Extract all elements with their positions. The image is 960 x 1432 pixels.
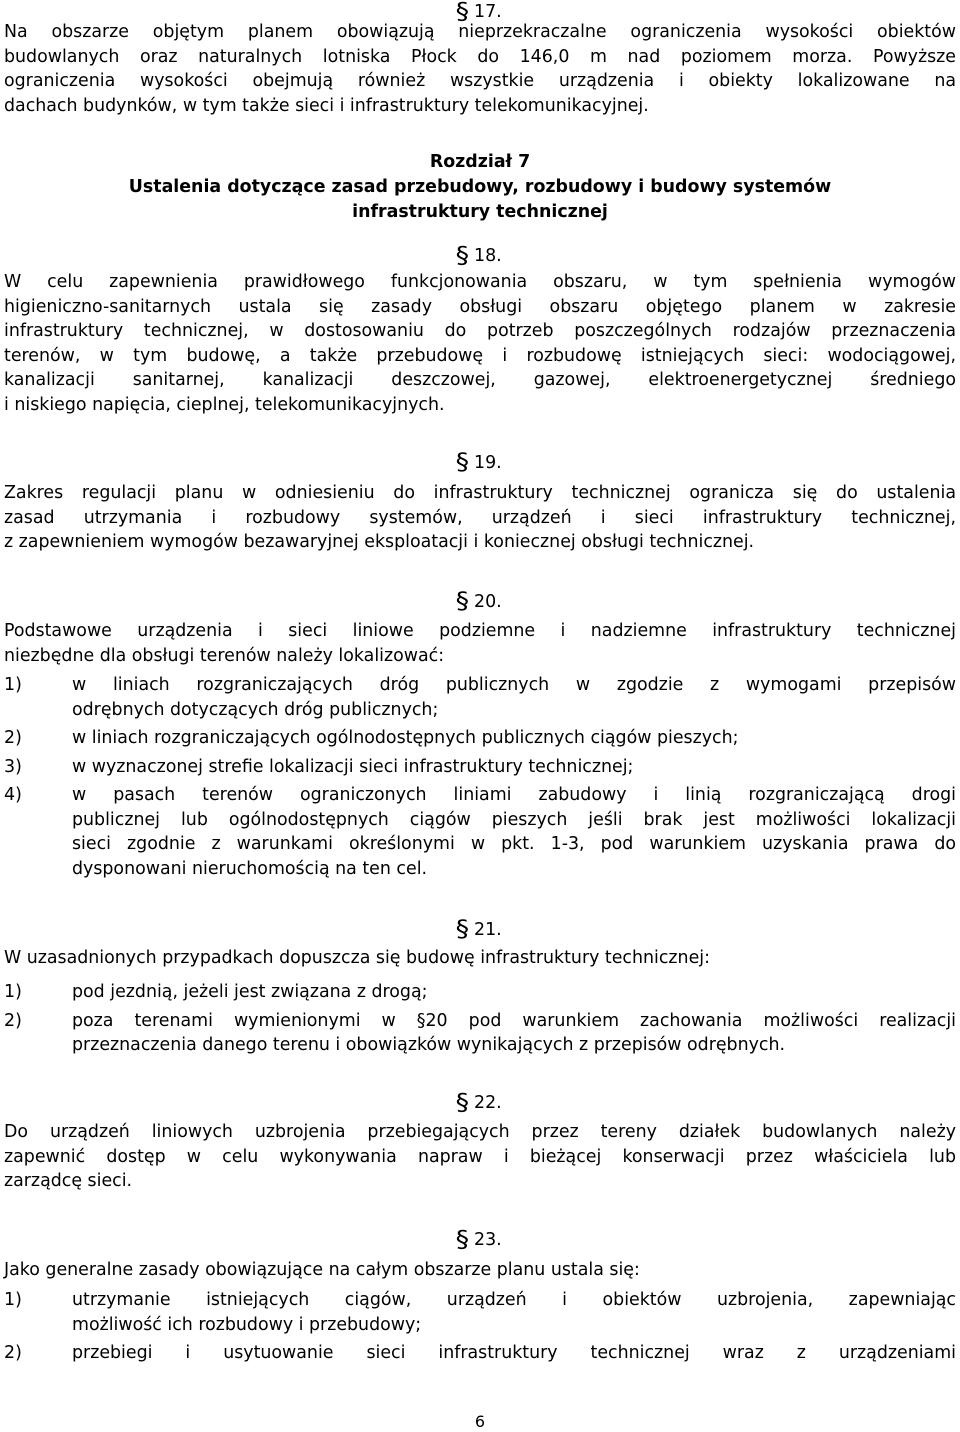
text-line: ograniczenia wysokości obejmują również wszystkie urządzenia i obiekty lokalizowane na [4,71,956,91]
section-18-heading [4,244,956,268]
section-number: 19. [474,453,502,473]
section-symbol: § [455,242,470,270]
text-line: Zakres regulacji planu w odniesieniu do infrastruktury technicznej ogranicza się do ustalenia [4,483,956,503]
section-17-text [4,20,956,118]
text-line: i niskiego napięcia, cieplnej, telekomunikacyjnych. [4,394,445,415]
text-line: infrastruktury technicznej, w dostosowaniu do potrzeb poszczególnych rodzajów przeznaczenia [4,321,956,341]
list-item-number: 4) [4,785,22,805]
text-line: z zapewnieniem wymogów bezawaryjnej eksploatacji i koniecznej obsługi technicznej. [4,532,755,552]
text-line: w liniach rozgraniczających ogólnodostępnych publicznych ciągów pieszych; [72,728,739,748]
text-line: poza terenami wymienionymi w §20 pod warunkiem zachowania możliwości realizacji [72,1010,956,1031]
page-number: 6 [474,1412,486,1431]
text-line: odrębnych dotyczących dróg publicznych; [72,699,439,720]
chapter-subtitle: Ustalenia dotyczące zasad przebudowy, rozbudowy i budowy systemów [128,177,832,197]
section-symbol: § [455,0,470,26]
text-line: budowlanych oraz naturalnych lotniska Płock do 146,0 m nad poziomem morza. Powyższe [4,46,956,67]
section-21-heading [4,918,956,942]
section-symbol: § [455,1089,470,1117]
chapter-heading [4,150,956,225]
text-line: zarządcę sieci. [4,1171,133,1191]
section-number: 20. [474,592,502,612]
text-line: zasad utrzymania i rozbudowy systemów, urządzeń i sieci infrastruktury technicznej, [4,507,956,528]
list-item-number: 2) [4,1010,22,1031]
text-line: Na obszarze objętym planem obowiązują nieprzekraczalne ograniczenia wysokości obiektów [4,22,956,42]
list-item-number: 1) [4,675,22,695]
text-line: dysponowani nieruchomością na ten cel. [72,858,428,879]
text-line: Do urządzeń liniowych uzbrojenia przebiegających przez tereny działek budowlanych należy [4,1122,956,1142]
section-20-intro [4,619,956,668]
text-line: sieci zgodnie z warunkami określonymi w pkt. 1-3, pod warunkiem uzyskania prawa do [72,834,956,854]
section-20-list [4,673,956,881]
section-20-heading [4,590,956,614]
text-line: przeznaczenia danego terenu i obowiązków wynikających z przepisów odrębnych. [72,1035,786,1055]
text-line: pod jezdnią, jeżeli jest związana z drogą; [72,982,428,1002]
list-item [4,673,956,722]
list-item [4,1288,956,1337]
section-18-text [4,270,956,417]
text-line: publicznej lub ogólnodostępnych ciągów pieszych jeśli brak jest możliwości lokalizacji [72,809,956,830]
section-symbol: § [455,588,470,616]
text-line: W uzasadnionych przypadkach dopuszcza się budowę infrastruktury technicznej: [4,948,710,968]
section-22-heading [4,1091,956,1115]
section-symbol: § [455,449,470,477]
text-line: zapewnić dostęp w celu wykonywania napraw i bieżącej konserwacji przez właściciela lub [4,1146,956,1167]
chapter-subtitle: infrastruktury technicznej [352,202,608,222]
text-line: niezbędne dla obsługi terenów należy lokalizować: [4,645,445,666]
section-21-list [4,980,956,1058]
section-19-heading [4,451,956,475]
text-line: utrzymanie istniejących ciągów, urządzeń i obiektów uzbrojenia, zapewniając [72,1290,956,1310]
section-21-intro [4,946,956,971]
text-line: w liniach rozgraniczających dróg publicznych w zgodzie z wymogami przepisów [72,675,956,695]
section-symbol: § [455,1226,470,1254]
section-19-text [4,481,956,555]
section-number: 21. [474,920,502,940]
section-23-heading [4,1228,956,1252]
text-line: W celu zapewnienia prawidłowego funkcjonowania obszaru, w tym spełnienia wymogów [4,272,956,292]
list-item [4,1341,956,1366]
section-23-intro [4,1258,956,1283]
text-line: Podstawowe urządzenia i sieci liniowe podziemne i nadziemne infrastruktury technicznej [4,621,956,641]
text-line: przebiegi i usytuowanie sieci infrastruktury technicznej wraz z urządzeniami [72,1343,956,1363]
list-item-number: 1) [4,1290,22,1310]
list-item [4,783,956,881]
text-line: dachach budynków, w tym także sieci i infrastruktury telekomunikacyjnej. [4,95,649,116]
list-item-number: 1) [4,982,22,1002]
section-symbol: § [455,916,470,944]
list-item-number: 2) [4,728,22,748]
chapter-title: Rozdział 7 [429,152,531,172]
list-item [4,980,956,1005]
text-line: kanalizacji sanitarnej, kanalizacji deszczowej, gazowej, elektroenergetycznej średniego [4,370,956,390]
text-line: możliwość ich rozbudowy i przebudowy; [72,1314,422,1335]
text-line: terenów, w tym budowę, a także przebudowę i rozbudowę istniejących sieci: wodociągowej, [4,345,956,366]
section-number: 18. [474,246,502,266]
list-item-number: 2) [4,1343,22,1363]
section-number: 23. [474,1230,502,1250]
list-item [4,1009,956,1058]
section-number: 22. [474,1093,502,1113]
list-item-number: 3) [4,756,22,777]
section-22-text [4,1120,956,1194]
list-item [4,726,956,751]
text-line: Jako generalne zasady obowiązujące na całym obszarze planu ustala się: [4,1260,640,1280]
section-23-list [4,1288,956,1366]
text-line: w wyznaczonej strefie lokalizacji sieci infrastruktury technicznej; [72,756,634,777]
text-line: w pasach terenów ograniczonych liniami zabudowy i linią rozgraniczającą drogi [72,785,956,805]
list-item [4,755,956,780]
section-number: 17. [474,2,502,22]
text-line: higieniczno-sanitarnych ustala się zasady obsługi obszaru objętego planem w zakresie [4,296,956,317]
